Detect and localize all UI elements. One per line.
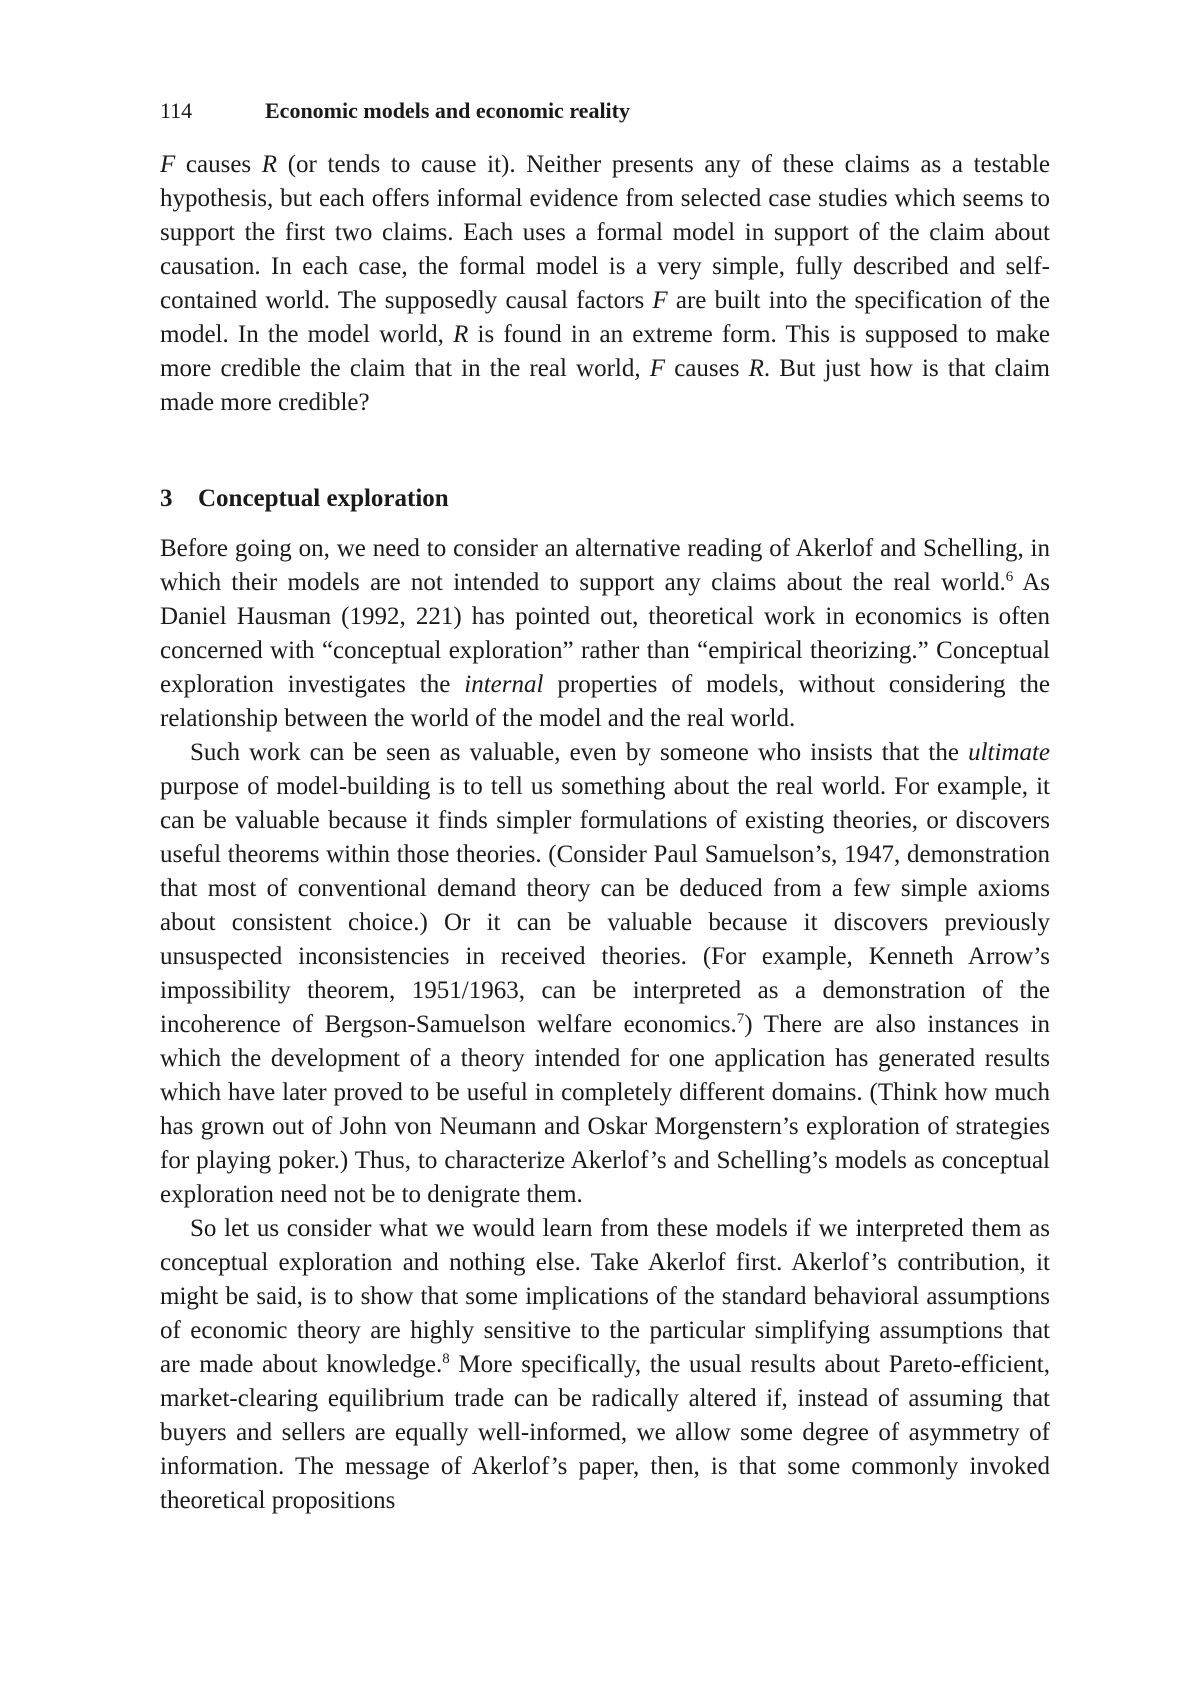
variable-f: F — [649, 355, 666, 382]
paragraph-4-text-1: So let us consider what we would learn from these models if we interpreted them as conceptual exploration and nothing else. Take Akerlof first. Akerlof’s contribution, it might be said, is to show that some implications of the standard behavioral assumptions of economic theory are highly sensitive to the particular simplifying assumptions that are made about knowledge. — [160, 1215, 1050, 1378]
paragraph-1-text-2: (or tends to cause it). Neither presents any of these claims as a testable hypothesis, but each offers informal evidence from selected case studies which seems to support the first two claims. Each uses a formal model in support of the claim about causation. In each case, the formal model is a very simple, fully described and self-contained world. The supposedly causal factors — [160, 151, 1050, 314]
paragraph-4 — [160, 1212, 1050, 1518]
paragraph-1-text-6: . But just how is that claim made more credible? — [160, 355, 1050, 416]
paragraph-3-text-1: Such work can be seen as valuable, even by someone who insists that the — [190, 739, 969, 766]
paragraph-2-text-3: properties of models, without considering the relationship between the world of the model and the real world. — [160, 671, 1050, 732]
footnote-marker: 7 — [736, 1011, 745, 1027]
paragraph-1 — [160, 148, 1050, 420]
paragraph-2 — [160, 532, 1050, 736]
variable-r: R — [748, 355, 764, 382]
variable-f: F — [160, 151, 176, 178]
section-title: Conceptual exploration — [198, 485, 449, 512]
paragraph-3-text-2: purpose of model-building is to tell us something about the real world. For example, it can be valuable because it finds simpler formulations of existing theories, or discovers useful theorems within those theories. (Consider Paul Samuelson’s, 1947, demonstration that most of conventional demand theory can be deduced from a few simple axioms about consistent choice.) Or it can be valuable because it discovers previously unsuspected inconsistencies in received theories. (For example, Kenneth Arrow’s impossibility theorem, 1951/1963, can be interpreted as a demonstration of the incoherence of Bergson-Samuelson welfare economics. — [160, 773, 1050, 1038]
variable-r: R — [261, 151, 278, 178]
emphasis-internal: internal — [464, 671, 544, 698]
running-title: Economic models and economic reality — [265, 98, 630, 123]
footnote-marker: 8 — [442, 1351, 450, 1367]
paragraph-1-text-4: is found in an extreme form. This is supposed to make more credible the claim that in the real world, — [160, 321, 1050, 382]
paragraph-1-text-3: are built into the specification of the model. In the model world, — [160, 287, 1050, 348]
paragraph-2-text-2: As Daniel Hausman (1992, 221) has pointed out, theoretical work in economics is often concerned with “conceptual exploration” rather than “empirical theorizing.” Conceptual exploration investigates the — [160, 569, 1050, 698]
paragraph-3-text-3: ) There are also instances in which the development of a theory intended for one application has generated results which have later proved to be useful in completely different domains. (Think how much has grown out of John von Neumann and Oskar Morgenstern’s exploration of strategies for playing poker.) Thus, to characterize Akerlof’s and Schelling’s models as conceptual exploration need not be to denigrate them. — [160, 1011, 1050, 1208]
page-number: 114 — [160, 98, 193, 123]
paragraph-3 — [160, 736, 1050, 1212]
footnote-marker: 6 — [1005, 569, 1014, 585]
emphasis-ultimate: ultimate — [968, 739, 1050, 766]
paragraph-1-text-1: causes — [175, 151, 262, 178]
paragraph-1-text-5: causes — [665, 355, 749, 382]
variable-r: R — [453, 321, 469, 348]
paragraph-4-text-2: More specifically, the usual results about Pareto-efficient, market-clearing equilibrium trade can be radically altered if, instead of assuming that buyers and sellers are equally well-informed, we allow some degree of asymmetry of information. The message of Akerlof’s paper, then, is that some commonly invoked theoretical propositions — [160, 1351, 1050, 1514]
section-number: 3 — [160, 485, 173, 512]
page — [160, 96, 1050, 1518]
running-head — [160, 96, 1050, 126]
section-heading — [160, 482, 1050, 516]
paragraph-2-text-1: Before going on, we need to consider an alternative reading of Akerlof and Schelling, in which their models are not intended to support any claims about the real world. — [160, 535, 1050, 596]
variable-f: F — [652, 287, 668, 314]
